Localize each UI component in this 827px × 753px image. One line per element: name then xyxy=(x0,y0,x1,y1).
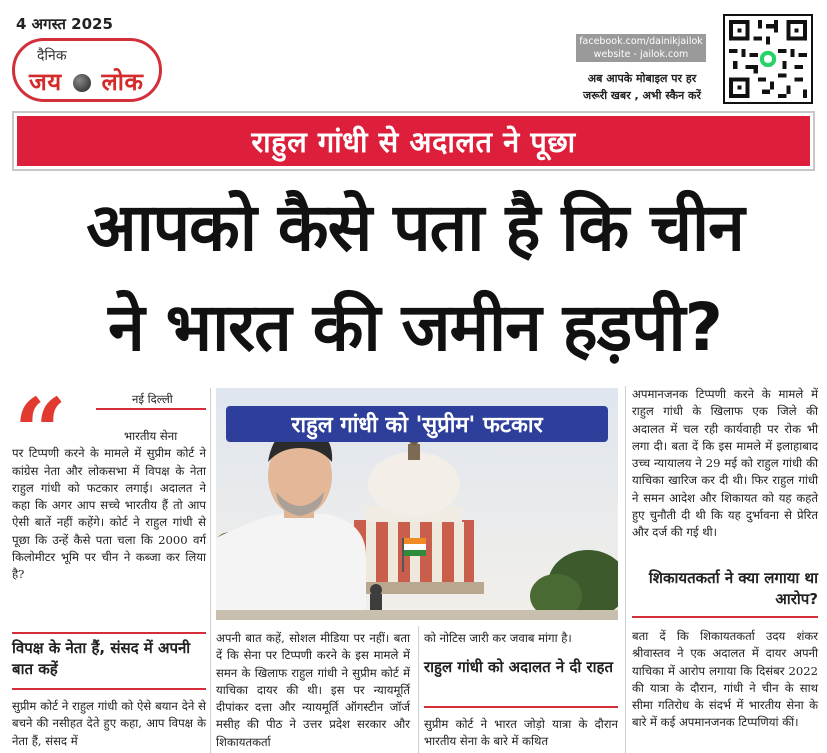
column-separator xyxy=(625,386,626,753)
social-links-box xyxy=(576,34,706,62)
column-1-lead: भारतीय सेना xyxy=(124,429,178,443)
divider xyxy=(12,632,206,634)
column-1-paragraph-2: सुप्रीम कोर्ट ने राहुल गांधी को ऐसे बयान देने से बचने की नसीहत देते हुए कहा, आप विपक्ष के नेता हैं, संसद में xyxy=(12,699,206,748)
lead-photo xyxy=(216,388,618,620)
logo-title xyxy=(29,65,143,98)
headline-line-2: ने भारत की जमीन हड़पी? xyxy=(108,289,722,366)
facebook-link[interactable]: facebook.com/dainikjailok xyxy=(579,36,703,47)
issue-date: 4 अगस्त 2025 xyxy=(16,15,113,33)
logo-lok-text: लोक xyxy=(101,68,144,96)
website-link[interactable]: website - jailok.com xyxy=(593,49,689,60)
photo-caption-banner xyxy=(226,406,608,442)
column-4-body: अपमानजनक टिप्पणी करने के मामले में राहुल गांधी के खिलाफ एक जिले की अदालत में चल रही कार्यवाही पर रोक भी लगा दी। बता दें कि इस मामले में इलाहाबाद उच्च न्यायालय ने 29 मई को राहुल गांधी की याचिका खारिज कर दी थी। फिर राहुल गांधी ने समन आदेश और शिकायत को यह कहते हुए चुनौती दी थी कि यह दुर्भावना से प्रेरित और दर्ज की गई थी। xyxy=(632,387,818,540)
kicker-strip xyxy=(14,113,813,169)
column-3-paragraph: सुप्रीम कोर्ट ने भारत जोड़ो यात्रा के दौरान भारतीय सेना के बारे में कथित xyxy=(424,717,618,749)
quote-mark-icon: “ xyxy=(14,378,59,486)
logo-jay-text: जय xyxy=(29,68,62,96)
scan-prompt-line2: जरूरी खबर , अभी स्कैन करें xyxy=(583,89,701,102)
column-4-paragraph: बता दें कि शिकायतकर्ता उदय शंकर श्रीवास्तव ने एक अदालत में दायर अपनी याचिका में आरोप लगाया कि दिसंबर 2022 की यात्रा के दौरान, गांधी ने चीन के साथ सीमा गतिरोध के संदर्भ में भारतीय सेना के बारे में कई अपमानजनक टिप्पणियां कीं। xyxy=(632,629,818,730)
scan-prompt xyxy=(572,70,712,104)
headline-line-1: आपको कैसे पता है कि चीन xyxy=(86,189,744,266)
column-separator xyxy=(418,626,419,753)
column-2-body: अपनी बात कहें, सोशल मीडिया पर नहीं। बता दें कि सेना पर टिप्पणी करने के इस मामले में समन के खिलाफ राहुल गांधी ने सुप्रीम कोर्ट में याचिका दायर की थी। इस पर न्यायमूर्ति दीपांकर दत्ता और न्यायमूर्ति ऑगस्टीन जॉर्ज मसीह की पीठ ने उत्तर प्रदेश सरकार और शिकायतकर्ता xyxy=(216,631,410,749)
kicker-text: राहुल गांधी से अदालत ने पूछा xyxy=(251,124,576,159)
column-1-body xyxy=(12,428,206,584)
column-4-subhead: शिकायतकर्ता ने क्या लगाया था आरोप? xyxy=(648,569,818,608)
main-headline xyxy=(10,178,820,378)
divider xyxy=(96,408,206,410)
column-3-subhead: राहुल गांधी को अदालत ने दी राहत xyxy=(424,658,614,676)
divider xyxy=(424,706,618,708)
dateline: नई दिल्ली xyxy=(132,392,173,406)
column-separator xyxy=(210,388,211,753)
scan-prompt-line1: अब आपके मोबाइल पर हर xyxy=(587,72,697,85)
qr-code-icon[interactable] xyxy=(723,14,813,104)
logo-dainik-text: दैनिक xyxy=(37,48,67,64)
photo-caption-text: राहुल गांधी को 'सुप्रीम' फटकार xyxy=(291,413,543,438)
divider xyxy=(632,616,818,618)
newspaper-logo xyxy=(12,38,162,102)
column-1-subhead: विपक्ष के नेता हैं, संसद में अपनी बात कहें xyxy=(12,639,191,678)
globe-icon xyxy=(73,74,91,92)
column-3-body: को नोटिस जारी कर जवाब मांगा है। xyxy=(424,631,572,645)
masthead xyxy=(0,0,827,108)
column-1-paragraph: पर टिप्पणी करने के मामले में सुप्रीम कोर्ट ने कांग्रेस नेता और लोकसभा में विपक्ष के नेता राहुल गांधी को फटकार लगाई। अदालत ने कहा कि अगर आप सच्चे भारतीय हैं तो आप ऐसी बातें नहीं कहेंगे। कोर्ट ने राहुल गांधी से पूछा कि उन्हें कैसे पता चला कि 2000 वर्ग किलोमीटर भूमि पर चीन ने कब्जा कर लिया है? xyxy=(12,446,206,582)
divider xyxy=(12,688,206,690)
